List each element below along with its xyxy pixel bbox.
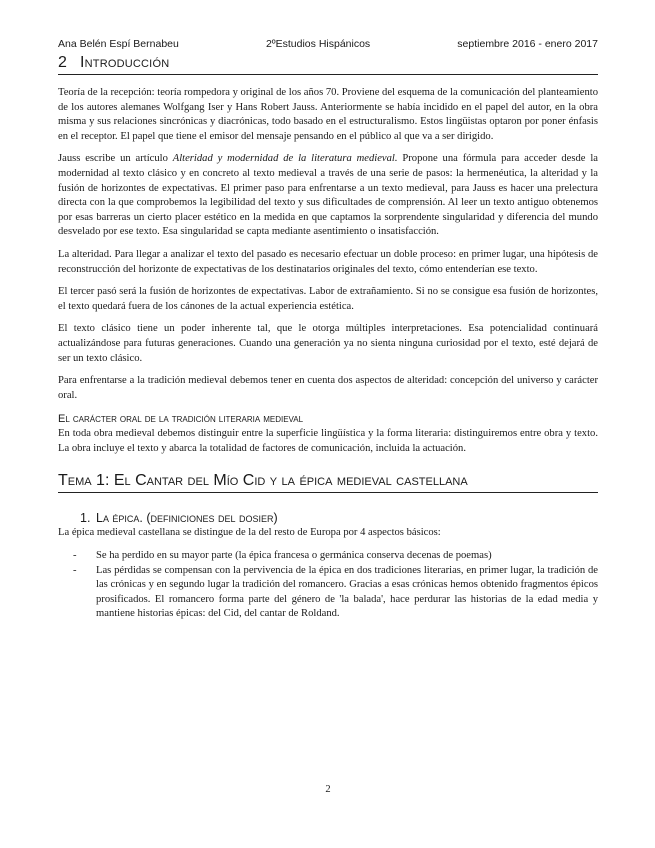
jauss-rest: Propone una fórmula para acceder desde la modernidad al texto clásico y en concreto al texto medieval a través de una serie de pasos: la hermenéutica, la alteridad y la fusión de horizontes de expectativas. El primer paso para enfrentarse a un texto medieval, para Jauss es hacer una prelectura directa con la que comprobemos la legibilidad del texto y sus dificultades de comprensión. Al leer un texto antiguo obtenemos por esas barreras un cierto placer estético en la medida en que captamos la sorprendente singularidad y diferencia del mundo desvelado por ese texto. Esa singularidad se capta mediante asentimiento o insatisfacción. — [58, 153, 598, 238]
intro-heading-number: 2 — [58, 54, 68, 71]
section-epic-number: 1. — [80, 511, 91, 526]
oral-character-heading: El carácter oral de la tradición literaria medieval — [58, 413, 304, 426]
header-author: Ana Belén Espí Bernabeu — [58, 38, 179, 50]
header-course: 2ºEstudios Hispánicos — [265, 38, 371, 50]
jauss-article-title: Alteridad y modernidad de la literatura medieval. — [172, 153, 398, 165]
list-item-text: Las pérdidas se compensan con la pervivencia de la épica en dos tradiciones literarias, en primer lugar, la tradición de las crónicas y en segundo lugar la tradición del romancero. Gracias a esas crónicas hemos obtenido fragmentos épicos prosificados. El romancero forma parte del género de 'la balada', hace perdurar las historias de la edad media y mantiene historias épicas: del Cid, del cantar de Roldand. — [96, 564, 598, 620]
section-epic-heading — [80, 511, 598, 525]
paragraph-classic-text: El texto clásico tiene un poder inherente tal, que le otorga múltiples interpretaciones. Esa potencialidad continuará actualizándose para futuras generaciones. Cuando una generación ya no sienta ninguna curiosidad por el texto, esté dejará de ser un texto clásico. — [58, 323, 598, 364]
paragraph-alterity-aspects: Para enfrentarse a la tradición medieval debemos tener en cuenta dos aspectos de alteridad: concepción del universo y carácter oral. — [58, 375, 598, 401]
paragraph-oral-character: En toda obra medieval debemos distinguir entre la superficie lingüística y la forma literaria: distinguiremos entre obra y texto. La obra incluye el texto y abarca la totalidad de factores de comunicación, incluida la actuación. — [58, 428, 598, 454]
list-item — [58, 564, 598, 622]
list-item — [58, 549, 598, 564]
tema-1-heading: Tema 1: El Cantar del Mío Cid y la épica medieval castellana — [58, 472, 598, 493]
section-epic-title: La épica. (definiciones del dosier) — [96, 511, 278, 526]
content-flow — [58, 86, 598, 622]
intro-heading — [58, 54, 598, 75]
dash-marker: - — [73, 564, 77, 576]
running-header — [58, 38, 598, 50]
paragraph-epic-intro: La épica medieval castellana se distingue de la del resto de Europa por 4 aspectos básicos: — [58, 527, 441, 539]
list-item-text: Se ha perdido en su mayor parte (la épica francesa o germánica conserva decenas de poemas) — [96, 550, 492, 562]
jauss-lead: Jauss escribe un artículo — [58, 153, 173, 165]
intro-heading-title: Introducción — [80, 54, 170, 71]
paragraph-fusion: El tercer pasó será la fusión de horizontes de expectativas. Labor de extrañamiento. Si no se consigue esa fusión de horizontes, el texto quedará fuera de los cánones de la actual experiencia estética. — [58, 286, 598, 312]
paragraph-alterity: La alteridad. Para llegar a analizar el texto del pasado es necesario efectuar un doble proceso: en primer lugar, una hipótesis de reconstrucción del horizonte de expectativas de los destinatarios originales del texto, cómo entenderían ese texto. — [58, 248, 598, 275]
paragraph-reception-theory: Teoría de la recepción: teoría rompedora y original de los años 70. Proviene del esquema de la comunicación del planteamiento de los autores alemanes Wolfgang Iser y Hans Robert Jauss. Anteriormente se había incidido en el papel del autor, en la obra misma y sus relaciones sincrónicas y diacrónicas, todo basado en el estructuralismo. Estos lingüistas optaron por poner énfasis en el receptor. El papel que tiene el emisor del mensaje pensando en el público al que va a ser dirigido. — [58, 87, 598, 142]
dash-marker: - — [73, 550, 77, 562]
epic-aspects-list — [58, 549, 598, 622]
page-number: 2 — [325, 784, 331, 795]
header-dates: septiembre 2016 - enero 2017 — [457, 38, 598, 50]
paragraph-jauss — [58, 152, 598, 240]
